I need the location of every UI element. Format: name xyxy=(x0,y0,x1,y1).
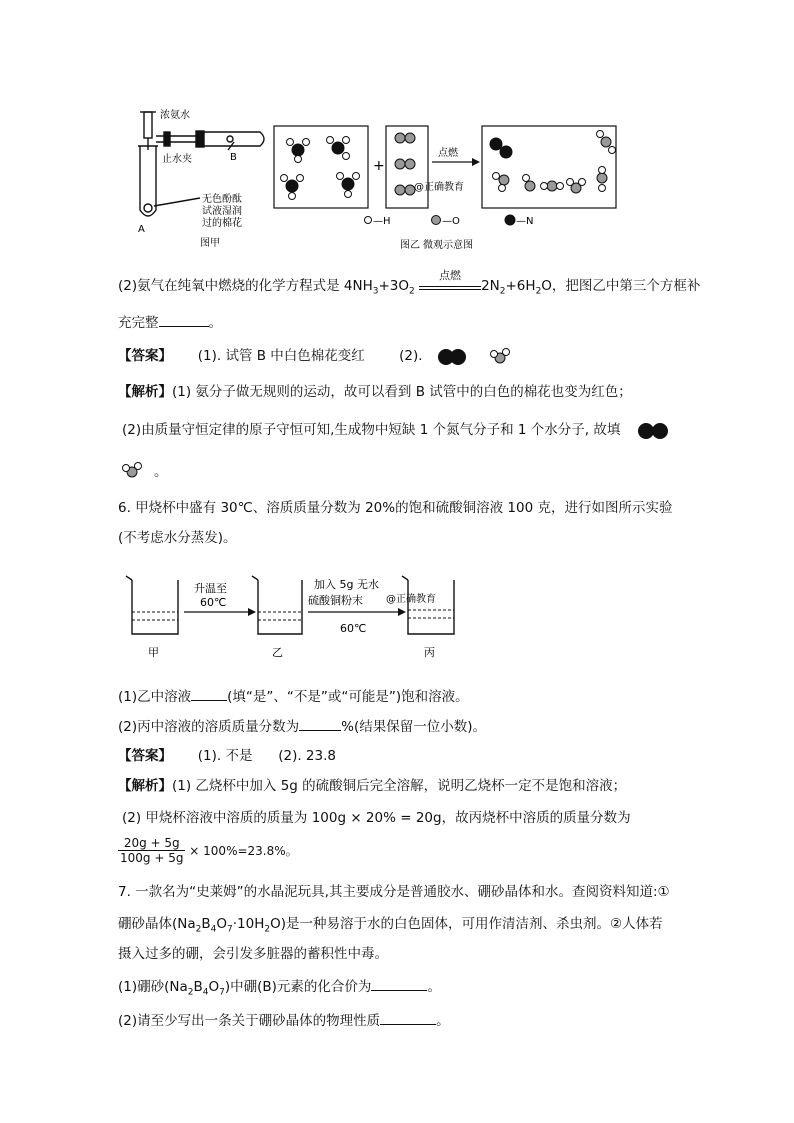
q5-analysis-1: 【解析】(1) 氨分子做无规则的运动，故可以看到 B 试管中的白色的棉花也变为红色； xyxy=(118,384,632,400)
step2-label-a: 加入 5g 无水 xyxy=(314,578,379,591)
q6-analysis-2: (2) 甲烧杯溶液中溶质的质量为 100g × 20% = 20g，故丙烧杯中溶质的质量分数为 xyxy=(122,810,631,826)
equation-condition: 点燃 xyxy=(419,282,481,290)
answer-blank[interactable] xyxy=(299,716,341,731)
label-ammonia: 浓氨水 xyxy=(160,110,190,121)
q5-analysis-end: 。 xyxy=(154,464,168,480)
q6-line2: (不考虑水分蒸发)。 xyxy=(118,530,237,546)
label-cotton-1: 无色酚酞 xyxy=(202,194,242,205)
legend-n: —N xyxy=(516,216,534,227)
apparatus-diagram xyxy=(138,112,264,216)
fraction-denominator: 100g + 5g xyxy=(120,851,184,865)
ammonia-molecules xyxy=(281,137,360,200)
q6-q2: (2)丙中溶液的溶质质量分数为 %(结果保留一位小数)。 xyxy=(118,716,486,737)
beaker-watermark: @正确教育 xyxy=(386,594,436,605)
label-clamp: 止水夹 xyxy=(162,154,192,165)
q6-answer: 【答案】 (1). 不是 (2). 23.8 xyxy=(118,748,336,764)
figure-beakers xyxy=(124,572,464,662)
fraction-tail: × 100%=23.8%。 xyxy=(189,844,298,858)
q7-q1: (1)硼砂$(Na_2B_4O_7)$中硼(B)元素的化合价为 。 xyxy=(118,976,441,997)
reaction-arrowhead xyxy=(472,158,480,166)
label-jia: 甲 xyxy=(148,646,159,659)
legend-h: —H xyxy=(373,216,391,227)
answer-blank[interactable] xyxy=(371,976,427,991)
answer-blank[interactable] xyxy=(380,1010,436,1025)
product-molecules xyxy=(490,131,616,194)
q7-line1: 7. 一款名为“史莱姆”的水晶泥玩具,其主要成分是普通胶水、硼砂晶体和水。查阅资料知道:① xyxy=(118,884,670,900)
analysis-molecule-n2 xyxy=(634,420,674,442)
step2-label-b: 硫酸铜粉末 xyxy=(308,594,363,607)
box-products xyxy=(482,126,616,208)
q5-part2-line1: (2)氨气在纯氧中燃烧的化学方程式是 $4NH_3+3O_2$ 点燃 $2N_2+6H_2O$，把图乙中第三个方框补 xyxy=(118,269,701,297)
label-yi: 乙 xyxy=(272,646,283,659)
q5-answer: 【答案】 (1). 试管 B 中白色棉花变红 (2). xyxy=(118,348,423,364)
label-cotton-2: 试液湿润 xyxy=(202,206,242,217)
caption-fig-a: 图甲 xyxy=(200,238,220,249)
label-cotton-3: 过的棉花 xyxy=(202,218,242,229)
watermark: @正确教育 xyxy=(414,182,464,193)
step1-label-a: 升温至 xyxy=(194,582,227,595)
q6-line1: 6. 甲烧杯中盛有 30℃、溶质质量分数为 20%的饱和硫酸铜溶液 100 克，进行如图所示实验 xyxy=(118,500,673,516)
label-b: B xyxy=(230,152,237,163)
q7-line2: 硼砂晶体$(Na_2B_4O_7\cdot 10H_2O)$是一种易溶于水的白色固体，可用作清洁剂、杀虫剂。②人体若 xyxy=(118,916,663,935)
answer-blank[interactable] xyxy=(191,686,227,701)
oxygen-molecules xyxy=(395,133,415,195)
q6-q1: (1)乙中溶液 (填“是”、“不是”或“可能是”)饱和溶液。 xyxy=(118,686,469,707)
step1-label-b: 60℃ xyxy=(200,596,227,609)
legend-o: —O xyxy=(442,216,460,227)
step2-label-c: 60℃ xyxy=(340,622,367,635)
figure-ammonia-experiment xyxy=(130,106,660,256)
q6-fraction xyxy=(118,836,298,865)
arrow-label-ignite: 点燃 xyxy=(438,148,458,159)
analysis-molecule-h2o xyxy=(118,460,148,482)
caption-fig-b: 图乙 微观示意图 xyxy=(400,240,474,251)
q6-analysis-1: 【解析】(1) 乙烧杯中加入 5g 的硫酸铜后完全溶解，说明乙烧杯一定不是饱和溶液； xyxy=(118,778,627,794)
q5-analysis-2: (2)由质量守恒定律的原子守恒可知,生成物中短缺 1 个氮气分子和 1 个水分子, 故填 xyxy=(122,422,621,438)
label-bing: 丙 xyxy=(424,646,435,659)
plus-sign: + xyxy=(373,158,385,174)
answer-molecules xyxy=(436,346,526,368)
fraction-numerator: 20g + 5g xyxy=(118,836,185,851)
answer-blank[interactable] xyxy=(159,312,209,327)
q7-q2: (2)请至少写出一条关于硼砂晶体的物理性质 。 xyxy=(118,1010,450,1031)
label-a: A xyxy=(138,224,145,235)
q7-line3: 摄入过多的硼，会引发多脏器的蓄积性中毒。 xyxy=(118,946,388,962)
q5-part2-line2: 充完整 。 xyxy=(118,312,222,333)
